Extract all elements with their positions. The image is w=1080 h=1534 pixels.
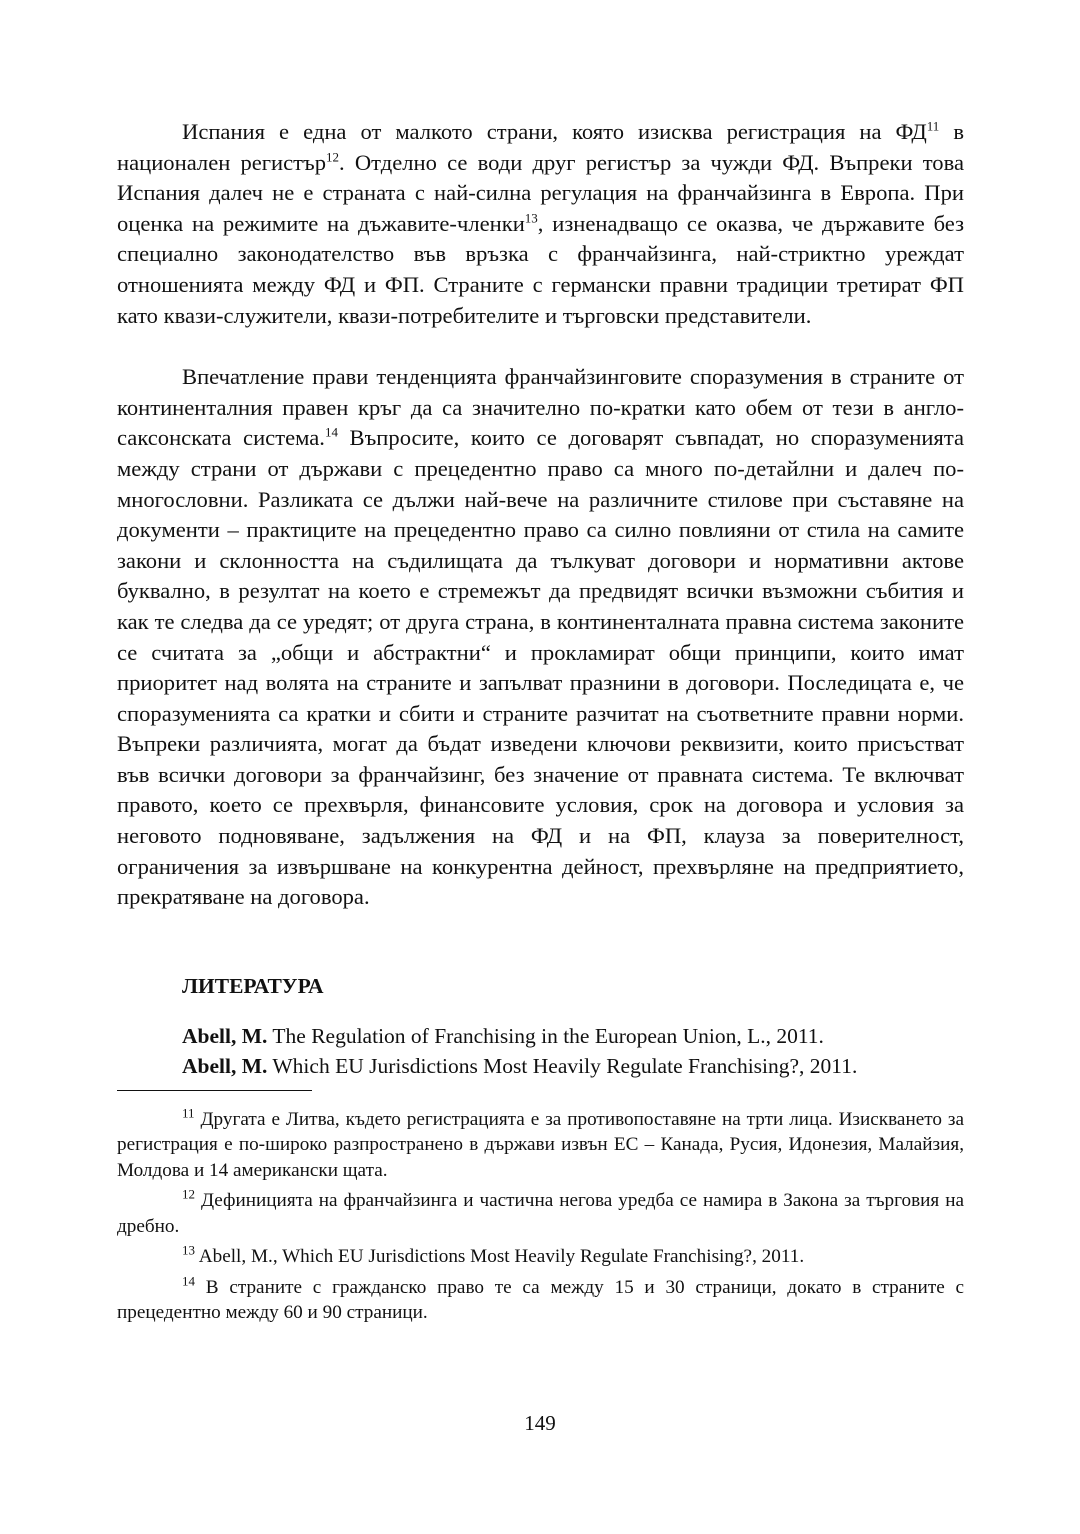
body-paragraph-1 [117, 117, 964, 331]
footnote-number: 11 [182, 1105, 195, 1121]
footnote-number: 12 [182, 1186, 195, 1202]
reference-author: Abell, M. [182, 1053, 268, 1078]
footnote-ref-14[interactable]: 14 [324, 424, 338, 440]
paragraph-text: . Отделно се води друг регистър за чужди ФД. Въпреки това Испания далеч не е страната с най-силна регулация на франчайзинга в Европа. При оценка на режимите на дъжавите-членки [117, 149, 965, 236]
footnote-number: 14 [182, 1273, 195, 1289]
reference-item [182, 1051, 964, 1081]
reference-title: The Regulation of Franchising in the European Union, L., 2011. [267, 1023, 824, 1048]
footnote-text: Abell, M., Which EU Jurisdictions Most Heavily Regulate Franchising?, 2011. [195, 1246, 805, 1268]
footnote-text: Дефиницията на франчайзинга и частична негова уредба се намира в Закона за търговия на дребно. [117, 1190, 964, 1237]
footnote-ref-12[interactable]: 12 [326, 149, 340, 165]
footnote-text: Другата е Литва, където регистрацията е за противопоставяне на трти лица. Изискването за регистрация е по-широко разпространено в държави извън ЕС – Канада, Русия, Идонезия, Малайзия, Молдова и 14 американски щата. [117, 1108, 964, 1181]
reference-author: Abell, M. [182, 1023, 268, 1048]
text-column [117, 117, 964, 1331]
footnote-text: В страните с гражданско право те са между 15 и 30 страници, докато в страните с прецедентно между 60 и 90 страници. [117, 1276, 964, 1324]
body-paragraph-2 [117, 362, 964, 913]
paragraph-text: Испания е една от малкото страни, която изисква регистрация на ФД [182, 119, 927, 144]
footnote-12 [117, 1188, 964, 1239]
footnote-divider [117, 1090, 312, 1091]
literature-heading: ЛИТЕРАТУРА [182, 973, 324, 998]
reference-item [182, 1021, 964, 1051]
paragraph-text: в национален регистър [117, 119, 964, 175]
footnote-11 [117, 1107, 964, 1184]
footnotes [117, 1107, 964, 1326]
reference-title: Which EU Jurisdictions Most Heavily Regulate Franchising?, 2011. [267, 1053, 858, 1078]
page-number: 149 [524, 1411, 556, 1435]
paragraph-text: Впечатление прави тенденцията франчайзинговите споразумения в страните от континенталния правен кръг да са значително по-кратки като обем от тези в англо-саксонската система. [117, 364, 964, 451]
footnote-ref-13[interactable]: 13 [524, 210, 538, 226]
reference-list [182, 1021, 964, 1081]
footnote-14 [117, 1275, 964, 1326]
paragraph-text: Въпросите, които се договарят съвпадат, но споразуменията между страни от държави с прецедентно право са много по-детайлни и далеч по-многословни. Разликата се дължи най-вече на различните стилове при съставяне на документи – практиците на прецедентно право са силно повлияни от стила на самите закони и склонността на съдилищата да тълкуват договори и нормативни актове буквално, в резултат на което е стремежът да предвидят всички възможни събития и как те следва да се уредят; от друга страна, в континенталната правна система законите се считата за „общи и абстрактни“ и прокламират общи принципи, които имат приоритет над волята на страните и запълват празнини в договори. Последицата е, че споразуменията са кратки и сбити и страните разчитат на съответните правни норми. Въпреки различията, могат да бъдат изведени ключови реквизити, които присъстват във всички договори за франчайзинг, без значение от правната система. Те включват правото, което се прехвърля, финансовите условия, срок на договора и условия за неговото подновяване, задължения на ФД и на ФП, клауза за поверителност, ограничения за извършване на конкурентна дейност, прехвърляне на предприятието, прекратяване на договора. [117, 425, 964, 910]
footnote-13 [117, 1244, 964, 1270]
footnote-number: 13 [182, 1242, 195, 1258]
footnote-ref-11[interactable]: 11 [926, 118, 940, 134]
paragraph-text: , изненадващо се оказва, че държавите без специално законодателство във връзка с франчайзинга, най-стриктно уреждат отношенията между ФД и ФП. Страните с германски правни традиции третират ФП като квази-служители, квази-потребителите и търговски представители. [117, 210, 964, 328]
